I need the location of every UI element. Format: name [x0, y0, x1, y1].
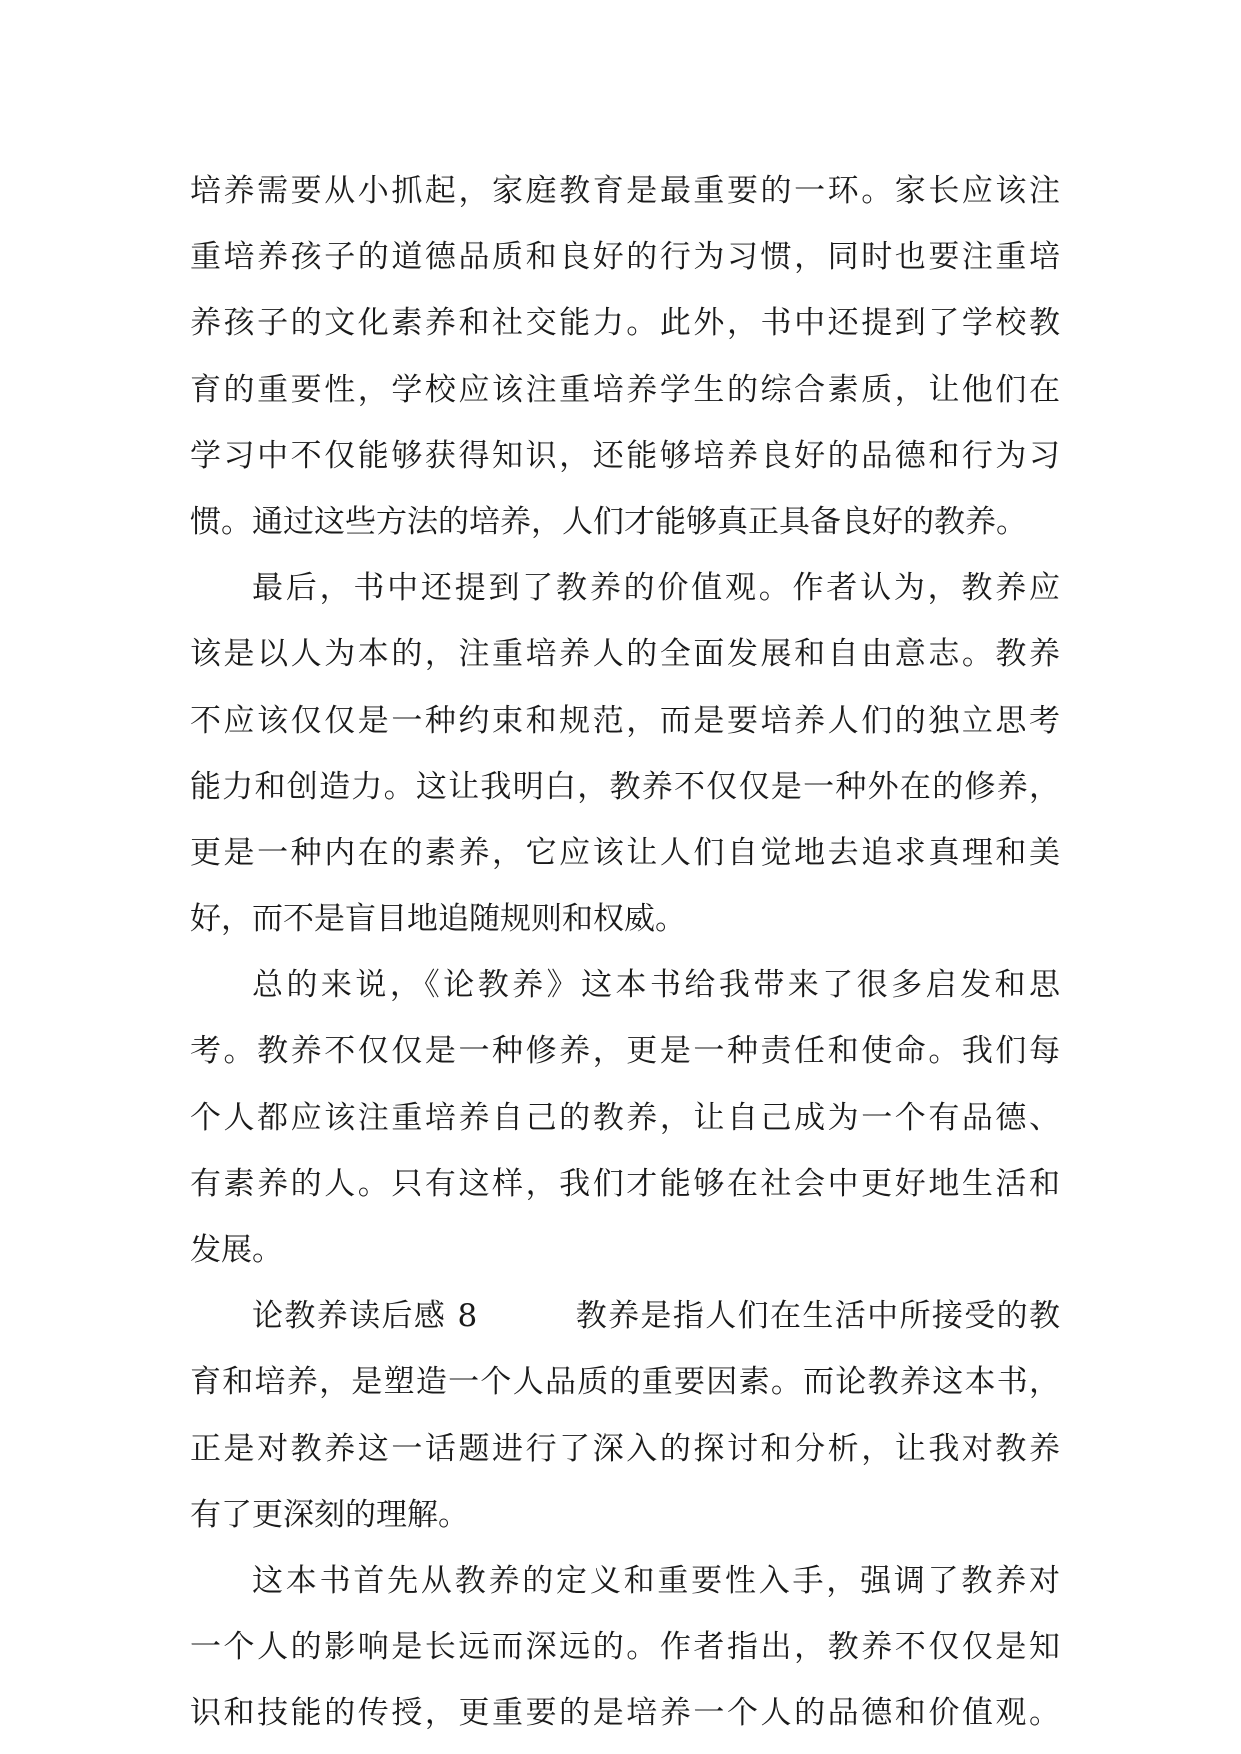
- text-line: 有素养的人。只有这样，我们才能够在社会中更好地生活和: [190, 1165, 1060, 1202]
- text-line: 好，而不是盲目地追随规则和权威。: [190, 901, 686, 938]
- paragraph-first-line: 最后，书中还提到了教养的价值观。作者认为，教养应: [252, 570, 1060, 607]
- text-line: 考。教养不仅仅是一种修养，更是一种责任和使命。我们每: [190, 1033, 1060, 1070]
- text-line: 发展。: [190, 1232, 283, 1268]
- text-line: 养孩子的文化素养和社交能力。此外，书中还提到了学校教: [190, 305, 1060, 342]
- paragraph-first-line: 这本书首先从教养的定义和重要性入手，强调了教养对: [252, 1562, 1060, 1599]
- paragraph-first-line: 总的来说，《论教养》这本书给我带来了很多启发和思: [252, 967, 1060, 1004]
- text-line: 育的重要性，学校应该注重培养学生的综合素质，让他们在: [190, 371, 1060, 408]
- text-line: 能力和创造力。这让我明白，教养不仅仅是一种外在的修养，: [190, 768, 1060, 805]
- text-line: 重培养孩子的道德品质和良好的行为习惯，同时也要注重培: [190, 239, 1060, 276]
- body-text: [190, 158, 1060, 1747]
- text-line: 不应该仅仅是一种约束和规范，而是要培养人们的独立思考: [190, 702, 1060, 739]
- text-line: 学习中不仅能够获得知识，还能够培养良好的品德和行为习: [190, 437, 1060, 474]
- text-line: 识和技能的传授，更重要的是培养一个人的品德和价值观。: [190, 1695, 1060, 1732]
- text-line: 惯。通过这些方法的培养，人们才能够真正具备良好的教养。: [190, 503, 1027, 540]
- text-line: 育和培养，是塑造一个人品质的重要因素。而论教养这本书，: [190, 1364, 1060, 1401]
- text-line: 正是对教养这一话题进行了深入的探讨和分析，让我对教养: [190, 1430, 1060, 1467]
- text-line: 有了更深刻的理解。: [190, 1496, 469, 1533]
- section-heading-line: 论教养读后感 8 教养是指人们在生活中所接受的教: [252, 1298, 1060, 1335]
- text-line: 培养需要从小抓起，家庭教育是最重要的一环。家长应该注: [190, 173, 1060, 209]
- text-line: 该是以人为本的，注重培养人的全面发展和自由意志。教养: [190, 636, 1060, 673]
- text-line: 更是一种内在的素养，它应该让人们自觉地去追求真理和美: [190, 834, 1060, 871]
- text-line: 个人都应该注重培养自己的教养，让自己成为一个有品德、: [190, 1099, 1060, 1136]
- text-line: 一个人的影响是长远而深远的。作者指出，教养不仅仅是知: [190, 1629, 1060, 1666]
